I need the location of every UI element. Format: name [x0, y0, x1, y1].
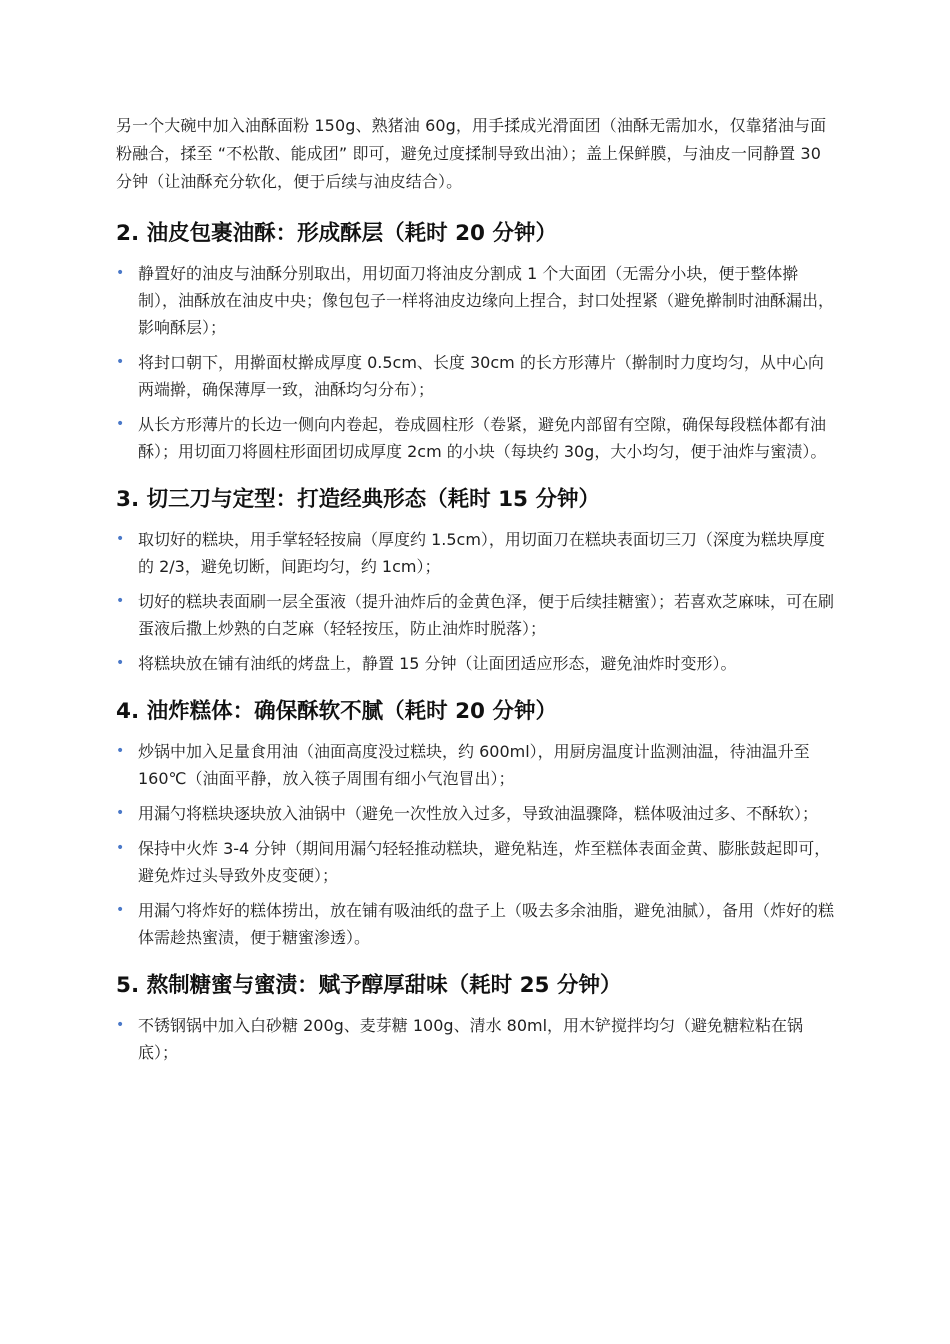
list-item — [116, 411, 834, 465]
bullet-icon: • — [116, 265, 125, 281]
bullet-icon: • — [116, 902, 125, 918]
list-item-text: 切好的糕块表面刷一层全蛋液（提升油炸后的金黄色泽，便于后续挂糖蜜）；若喜欢芝麻味，可在刷蛋液后撒上炒熟的白芝麻（轻轻按压，防止油炸时脱落）； — [138, 592, 835, 638]
list-item-text: 保持中火炸 3-4 分钟（期间用漏勺轻轻推动糕块，避免粘连，炸至糕体表面金黄、膨胀鼓起即可，避免炸过头导致外皮变硬）； — [138, 839, 831, 885]
list-item — [116, 650, 834, 677]
list-item — [116, 738, 834, 792]
section-5-heading: 5. 熬制糖蜜与蜜渍：赋予醇厚甜味（耗时 25 分钟） — [116, 973, 622, 998]
section-2-heading: 2. 油皮包裹油酥：形成酥层（耗时 20 分钟） — [116, 221, 558, 246]
bullet-icon: • — [116, 1017, 125, 1033]
bullet-icon: • — [116, 354, 125, 370]
list-item — [116, 800, 834, 827]
bullet-icon: • — [116, 593, 125, 609]
document-page — [116, 112, 834, 1086]
bullet-icon: • — [116, 531, 125, 547]
section-4-heading: 4. 油炸糕体：确保酥软不腻（耗时 20 分钟） — [116, 699, 558, 724]
list-item-text: 将封口朝下，用擀面杖擀成厚度 0.5cm、长度 30cm 的长方形薄片（擀制时力度均匀，从中心向两端擀，确保薄厚一致，油酥均匀分布）； — [138, 353, 824, 399]
section-3-heading: 3. 切三刀与定型：打造经典形态（耗时 15 分钟） — [116, 487, 601, 512]
list-item-text: 取切好的糕块，用手掌轻轻按扁（厚度约 1.5cm），用切面刀在糕块表面切三刀（深度为糕块厚度的 2/3，避免切断，间距均匀，约 1cm）； — [138, 530, 825, 576]
list-item-text: 将糕块放在铺有油纸的烤盘上，静置 15 分钟（让面团适应形态，避免油炸时变形）。 — [138, 654, 737, 673]
list-item-text: 静置好的油皮与油酥分别取出，用切面刀将油皮分割成 1 个大面团（无需分小块，便于整体擀制），油酥放在油皮中央；像包包子一样将油皮边缘向上捏合，封口处捏紧（避免擀制时油酥漏出，影响酥层）； — [138, 264, 835, 337]
list-item — [116, 835, 834, 889]
bullet-icon: • — [116, 416, 125, 432]
bullet-icon: • — [116, 840, 125, 856]
list-item — [116, 526, 834, 580]
list-item — [116, 349, 834, 403]
section-4-list — [116, 738, 834, 951]
list-item-text: 用漏勺将炸好的糕体捞出，放在铺有吸油纸的盘子上（吸去多余油脂，避免油腻），备用（炸好的糕体需趁热蜜渍，便于糖蜜渗透）。 — [138, 901, 835, 947]
section-2-list — [116, 260, 834, 465]
list-item — [116, 897, 834, 951]
section-3-list — [116, 526, 834, 677]
list-item — [116, 588, 834, 642]
bullet-icon: • — [116, 655, 125, 671]
list-item-text: 从长方形薄片的长边一侧向内卷起，卷成圆柱形（卷紧，避免内部留有空隙，确保每段糕体都有油酥）；用切面刀将圆柱形面团切成厚度 2cm 的小块（每块约 30g，大小均匀，便于油炸与蜜渍）。 — [138, 415, 827, 461]
intro-paragraph: 另一个大碗中加入油酥面粉 150g、熟猪油 60g，用手揉成光滑面团（油酥无需加水，仅靠猪油与面粉融合，揉至 “不松散、能成团” 即可，避免过度揉制导致出油）；盖上保鲜膜，与油皮一同静置 30 分钟（让油酥充分软化，便于后续与油皮结合）。 — [116, 116, 827, 191]
bullet-icon: • — [116, 805, 125, 821]
bullet-icon: • — [116, 743, 125, 759]
list-item-text: 炒锅中加入足量食用油（油面高度没过糕块，约 600ml），用厨房温度计监测油温，待油温升至 160℃（油面平静，放入筷子周围有细小气泡冒出）； — [138, 742, 810, 788]
list-item — [116, 1012, 834, 1066]
list-item-text: 不锈钢锅中加入白砂糖 200g、麦芽糖 100g、清水 80ml，用木铲搅拌均匀（避免糖粒粘在锅底）； — [138, 1016, 804, 1062]
section-5-list — [116, 1012, 834, 1066]
list-item — [116, 260, 834, 341]
list-item-text: 用漏勺将糕块逐块放入油锅中（避免一次性放入过多，导致油温骤降，糕体吸油过多、不酥软）； — [138, 804, 819, 823]
